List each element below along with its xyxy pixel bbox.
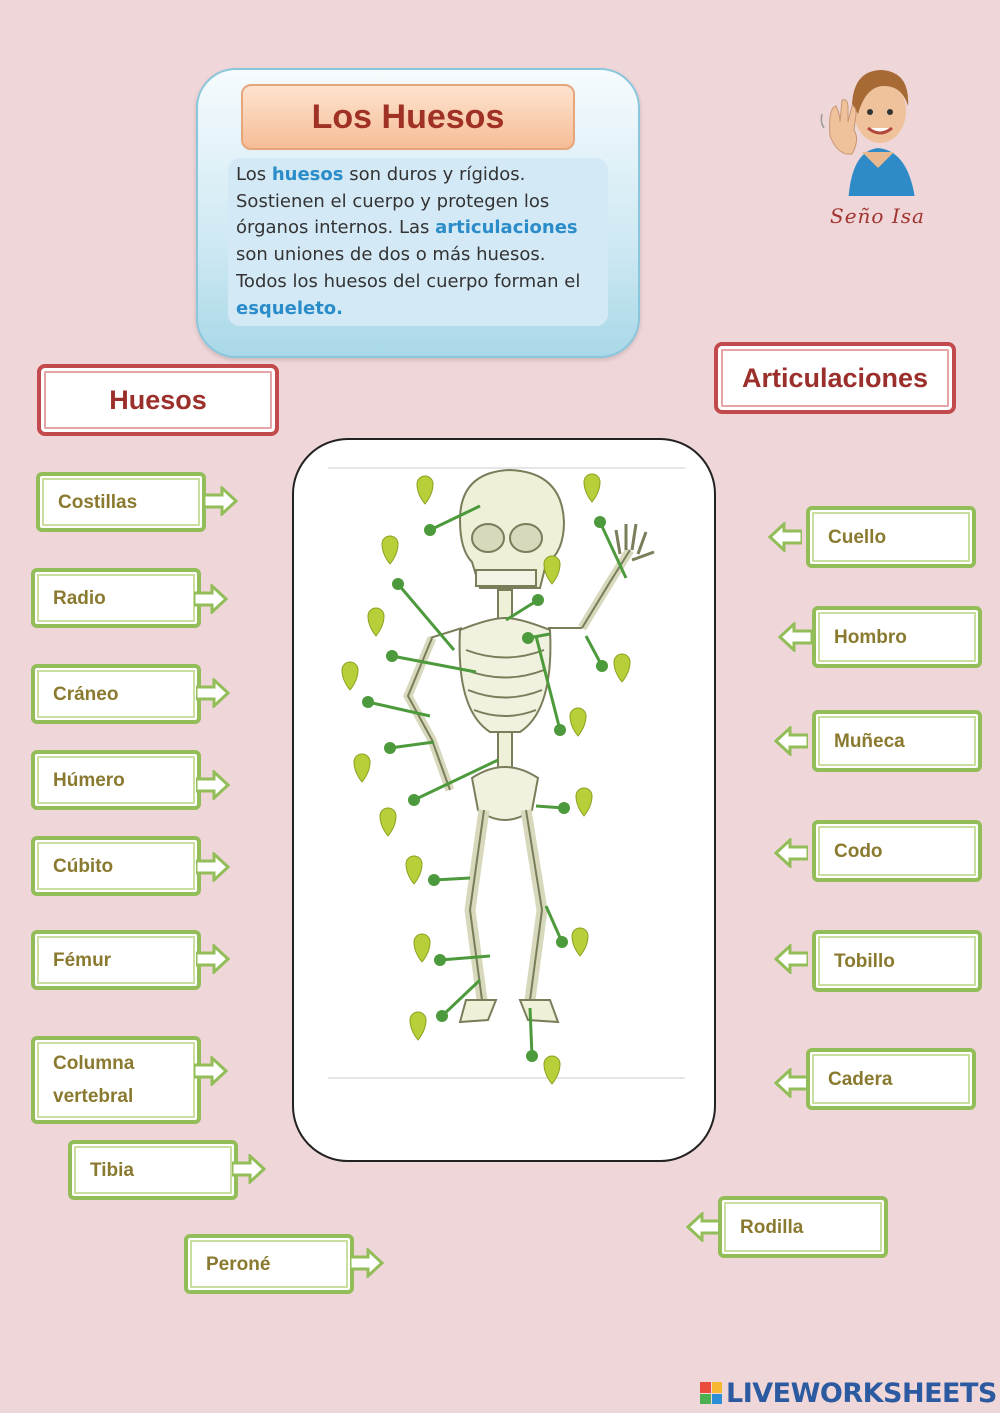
arrow-left-icon: [686, 1212, 720, 1242]
page-title: Los Huesos: [241, 84, 575, 150]
articulacion-label-hombro[interactable]: Hombro: [812, 606, 982, 668]
arrow-left-icon: [768, 522, 802, 552]
liveworksheets-mark-icon: [700, 1382, 722, 1404]
liveworksheets-logo: [700, 1378, 997, 1408]
header-huesos: Huesos: [37, 364, 279, 436]
info-text-part: Los: [236, 164, 272, 185]
arrow-right-icon: [196, 944, 230, 974]
arrow-right-icon: [204, 486, 238, 516]
articulacion-label-cadera[interactable]: Cadera: [806, 1048, 976, 1110]
arrow-left-icon: [774, 726, 808, 756]
logo-text: LIVEWORKSHEETS: [726, 1377, 997, 1409]
articulacion-label-rodilla[interactable]: Rodilla: [718, 1196, 888, 1258]
arrow-left-icon: [774, 838, 808, 868]
arrow-left-icon: [778, 622, 812, 652]
arrow-right-icon: [194, 1056, 228, 1086]
info-text-part: son duros y rígidos. Sostienen el cuerpo y protegen los órganos internos. Las: [236, 164, 550, 239]
info-text-highlight: articulaciones: [435, 217, 578, 239]
arrow-right-icon: [196, 678, 230, 708]
arrow-right-icon: [196, 852, 230, 882]
hueso-label-craneo[interactable]: Cráneo: [31, 664, 201, 724]
hueso-label-radio[interactable]: Radio: [31, 568, 201, 628]
hueso-label-costillas[interactable]: Costillas: [36, 472, 206, 532]
arrow-right-icon: [196, 770, 230, 800]
articulacion-label-muneca[interactable]: Muñeca: [812, 710, 982, 772]
teacher-avatar-icon: [818, 56, 938, 196]
hueso-label-femur[interactable]: Fémur: [31, 930, 201, 990]
hueso-label-columna-vertebral[interactable]: Columna vertebral: [31, 1036, 201, 1124]
arrow-right-icon: [232, 1154, 266, 1184]
articulacion-label-codo[interactable]: Codo: [812, 820, 982, 882]
info-text-highlight: esqueleto.: [236, 297, 344, 319]
arrow-right-icon: [194, 584, 228, 614]
hueso-label-tibia[interactable]: Tibia: [68, 1140, 238, 1200]
arrow-right-icon: [350, 1248, 384, 1278]
info-text: [228, 158, 608, 326]
articulacion-label-tobillo[interactable]: Tobillo: [812, 930, 982, 992]
hueso-label-cubito[interactable]: Cúbito: [31, 836, 201, 896]
hueso-label-perone[interactable]: Peroné: [184, 1234, 354, 1294]
signature: Seño Isa: [830, 204, 925, 228]
arrow-left-icon: [774, 1068, 808, 1098]
arrow-left-icon: [774, 944, 808, 974]
skeleton-illustration: [320, 460, 690, 1090]
info-text-highlight: huesos: [271, 164, 344, 185]
header-articulaciones: Articulaciones: [714, 342, 956, 414]
hueso-label-humero[interactable]: Húmero: [31, 750, 201, 810]
articulacion-label-cuello[interactable]: Cuello: [806, 506, 976, 568]
info-text-part: son uniones de dos o más huesos. Todos los huesos del cuerpo forman el: [236, 244, 581, 292]
